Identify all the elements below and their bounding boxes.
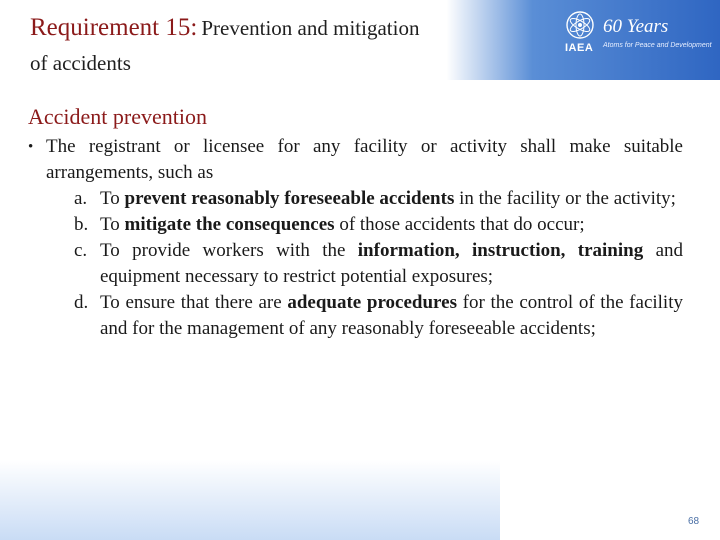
list-text: To provide workers with the information, instruction, training and equipment necessary to restrict potential exposures; [100, 240, 684, 287]
list-letter: d. [74, 292, 89, 313]
section-heading: Accident prevention [28, 104, 207, 129]
title-requirement: Requirement 15: [30, 14, 198, 41]
title-subject-line1: Prevention and mitigation [201, 16, 420, 40]
header-banner [0, 0, 720, 80]
anniversary-text: 60 Years [603, 16, 669, 37]
list-text: To ensure that there are adequate procedures for the control of the facility and for the management of any reasonably foreseeable accidents; [100, 292, 683, 339]
list-item-a [74, 186, 683, 212]
list-item-c [74, 238, 683, 290]
list-item-d [74, 290, 683, 342]
list-letter: c. [74, 240, 88, 261]
emphasis-text: mitigate the consequences [124, 214, 335, 235]
title-subject-line2: of accidents [30, 51, 131, 75]
list-letter: b. [74, 214, 89, 235]
iaea-emblem-icon [565, 10, 595, 40]
iaea-logo-text: IAEA [565, 42, 594, 54]
page-number: 68 [688, 516, 700, 527]
logo-tagline: Atoms for Peace and Development [603, 42, 712, 49]
bullet-text: The registrant or licensee for any facility or activity shall make suitable arrangements, such as [46, 136, 683, 183]
emphasis-text: information, instruction, training [357, 240, 644, 261]
emphasis-text: adequate procedures [287, 292, 457, 313]
bullet-item [28, 134, 683, 186]
bullet-dot: • [28, 139, 34, 155]
footer-band [0, 460, 500, 540]
content-body [28, 134, 683, 342]
list-item-b [74, 212, 683, 238]
list-text: To prevent reasonably foreseeable accidents in the facility or the activity; [100, 188, 676, 209]
list-text: To mitigate the consequences of those accidents that do occur; [100, 214, 585, 235]
list-letter: a. [74, 188, 88, 209]
slide-title [30, 12, 550, 82]
emphasis-text: prevent reasonably foreseeable accidents [124, 188, 455, 209]
lettered-list [74, 186, 683, 342]
